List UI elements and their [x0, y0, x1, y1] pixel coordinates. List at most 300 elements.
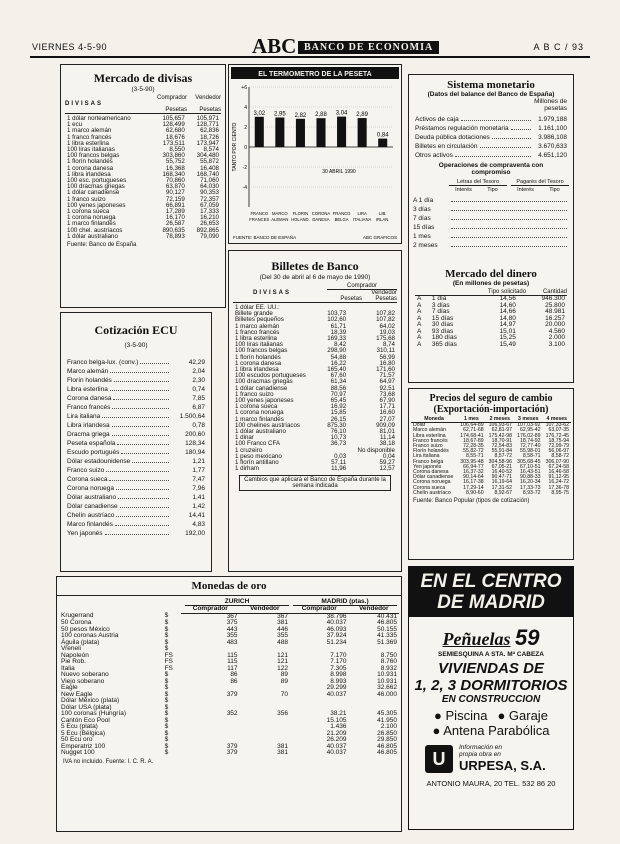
- termometro-chart: [229, 65, 401, 243]
- seguro-row-cell: 8,57-72: [494, 453, 513, 460]
- oro-row-cell: 5 Ecu (Bélgica): [61, 729, 106, 737]
- term-label: 3 días: [413, 206, 431, 213]
- billetes-row-cell: 1 libra esterlina: [235, 335, 277, 343]
- oro-row-cell: 483: [226, 638, 238, 646]
- billetes-row-cell: 61,34: [330, 378, 347, 386]
- dot-leader: [112, 426, 169, 427]
- ecu-row: [67, 384, 205, 393]
- oro-row-cell: $: [164, 697, 169, 704]
- chart-ylabel: TANTO POR CIENTO: [232, 122, 238, 172]
- seguro-row-cell: 18,70-91: [491, 437, 513, 444]
- billetes-row-cell: 107,82: [376, 316, 395, 324]
- seguro-row-cell: 55,91-84: [491, 448, 513, 455]
- ecu-row-label: Franco francés: [67, 404, 111, 411]
- seguro-row-cell: Corona sueca: [413, 484, 446, 491]
- divisas-row-cell: 100 chel. austríacos: [67, 226, 123, 234]
- seguro-row-cell: Corona danesa: [413, 469, 449, 476]
- monetario-row: [415, 123, 567, 132]
- seguro-row-cell: Franco belga: [413, 458, 444, 465]
- oro-row-cell: 7.170: [330, 658, 347, 665]
- oro-row-cell: 8.932: [380, 664, 397, 672]
- oro-row-cell: 50.155: [377, 625, 397, 633]
- oro-row-cell: 100 coronas (Hungría): [61, 710, 127, 717]
- seguro-col-header: Moneda: [411, 417, 457, 423]
- dinero-row-cell: 15,49: [499, 340, 516, 348]
- oro-row-cell: 121: [277, 658, 288, 665]
- page-number: A B C / 93: [533, 42, 584, 52]
- ecu-row: [67, 528, 205, 537]
- seguro-col-header: 2 meses: [486, 417, 514, 423]
- billetes-row-cell: 310,11: [376, 347, 395, 355]
- oro-row-cell: 89: [280, 677, 288, 685]
- ad-company: URPESA, S.A.: [459, 758, 546, 773]
- seguro-row-cell: 62,71-68: [463, 427, 484, 434]
- divisas-row-cell: 1 franco francés: [67, 133, 112, 141]
- seguro-row-cell: 56,06-97: [548, 448, 569, 455]
- oro-row-cell: 367: [277, 612, 288, 620]
- seguro-row-cell: 8,92-67: [494, 489, 513, 496]
- seguro-row-cell: 72,99-79: [548, 443, 569, 450]
- ecu-row-value: 0,74: [192, 386, 205, 393]
- oro-row-cell: 50 pesos México: [61, 625, 110, 633]
- billetes-row-cell: 18,39: [330, 328, 347, 336]
- ecu-row: [67, 519, 205, 528]
- divisas-row-cell: 168,340: [162, 170, 185, 178]
- dot-leader: [140, 363, 169, 364]
- billetes-row-cell: 16,92: [330, 403, 347, 411]
- ecu-row-value: 14,41: [188, 512, 205, 519]
- oro-row-cell: 46.000: [377, 690, 397, 698]
- seguro-row-cell: 72,77-40: [520, 443, 541, 450]
- billetes-row-cell: Billetes pequeños: [235, 316, 284, 324]
- oro-row-cell: 40.037: [326, 619, 347, 626]
- billetes-row-cell: Billete grande: [235, 310, 273, 318]
- billetes-row-cell: 107,82: [376, 310, 395, 318]
- billetes-row-cell: 100 chelines austríacos: [235, 421, 301, 429]
- oro-row-cell: 381: [277, 619, 288, 626]
- oro-row-cell: 2.100: [380, 723, 397, 730]
- ecu-row-value: 192,00: [185, 530, 205, 537]
- billetes-row-cell: 73,68: [379, 390, 395, 398]
- ecu-row-label: Corona sueca: [67, 476, 108, 483]
- seguro-row-cell: 8,58-72: [551, 453, 569, 460]
- monetario-row-value: 3.670,633: [538, 143, 567, 150]
- dinero-row-cell: 4.560: [548, 327, 565, 335]
- billetes-row-cell: 1 libra irlandesa: [235, 366, 279, 374]
- divisas-row-cell: 1 corona danesa: [67, 164, 114, 172]
- chart-bar: [275, 118, 284, 148]
- divisas-row-cell: 1 corona sueca: [67, 208, 110, 216]
- billetes-row-cell: 17,71: [379, 403, 395, 411]
- seguro-row-cell: 176,72-45: [545, 432, 569, 439]
- oro-row-cell: 10.931: [377, 671, 397, 678]
- dinero-row-cell: 16.257: [545, 314, 565, 322]
- ecu-row-label: Lira italiana: [67, 413, 101, 420]
- monetario-row: [415, 114, 567, 123]
- oro-row-cell: $: [164, 677, 169, 685]
- dinero-row-cell: 14,66: [499, 308, 516, 315]
- oro-row-cell: 26.209: [326, 736, 347, 743]
- ecu-row-value: 1,77: [192, 467, 205, 474]
- ecu-row: [67, 501, 205, 510]
- chart-category-label: BELGA: [334, 217, 349, 222]
- billetes-row-cell: 11,14: [379, 434, 395, 442]
- dinero-row-cell: 25.800: [545, 301, 565, 309]
- oro-row-cell: Águila (plata): [61, 638, 100, 646]
- chart-category-label: FRANCO: [332, 211, 351, 216]
- dinero-row-cell: 180 días: [431, 334, 457, 341]
- chart-category-label: DANESA: [312, 217, 330, 222]
- billetes-row-cell: 27,07: [379, 415, 395, 423]
- oro-row-cell: 375: [226, 619, 238, 626]
- divisas-row-cell: 892,865: [196, 226, 219, 234]
- ad-footer: ANTONIO MAURA, 20 TEL. 532 86 20: [426, 779, 556, 788]
- dot-leader: [451, 246, 567, 247]
- billetes-row-cell: 36,73: [330, 440, 347, 448]
- billetes-row-cell: 57,11: [331, 459, 347, 467]
- seguro-row-cell: 62,95-42: [520, 427, 541, 434]
- ecu-row-label: Florín holandés: [67, 377, 112, 384]
- oro-row-cell: 41.335: [377, 632, 397, 639]
- billetes-row-cell: 1 franco francés: [235, 328, 280, 336]
- ecu-row-value: 2,04: [192, 368, 205, 375]
- ecu-row-label: Escudo portugués: [67, 449, 120, 456]
- chart-category-label: IRLAN.: [375, 217, 390, 222]
- ecu-row-label: Dracma griega: [67, 431, 110, 438]
- dot-leader: [110, 390, 169, 391]
- oro-row-cell: Vreneli: [61, 645, 81, 652]
- billetes-row-cell: 15,85: [330, 409, 347, 417]
- oro-row-cell: 50 Corona: [61, 619, 92, 626]
- divisas-row-cell: 8,574: [203, 146, 219, 154]
- term-row: [413, 240, 569, 249]
- billetes-unit-buyer: Pesetas: [340, 296, 362, 302]
- dot-leader: [451, 237, 567, 238]
- seguro-row-cell: 18,75-94: [548, 437, 569, 444]
- billetes-row-cell: 169,33: [327, 335, 347, 343]
- ecu-title: Cotización ECU: [94, 323, 178, 337]
- ecu-row: [67, 492, 205, 501]
- divisas-unit-seller: Pesetas: [199, 107, 221, 113]
- oro-row-cell: $: [164, 645, 169, 652]
- oro-row-cell: Dólar México (plata): [61, 697, 120, 704]
- seguro-row-cell: Corona noruega: [413, 479, 451, 486]
- ecu-row: [67, 465, 205, 474]
- ad-feature-pool: ● Piscina: [434, 708, 488, 723]
- chart-value-label: 2,95: [274, 111, 286, 118]
- term-row: [413, 195, 569, 204]
- divisas-row-cell: 100 yenes japoneses: [67, 201, 126, 209]
- billetes-unit-seller: Pesetas: [375, 296, 397, 302]
- dot-leader: [116, 516, 169, 517]
- divisas-row-cell: 16,210: [200, 214, 219, 222]
- col-tipo-2: Tipo: [549, 187, 560, 193]
- seguro-row-cell: 17,31-52: [491, 484, 513, 491]
- ecu-row-value: 1.500,64: [179, 413, 205, 420]
- oro-row-cell: 379: [226, 742, 238, 750]
- billetes-row-cell: 64,97: [379, 378, 395, 386]
- oro-table: [59, 606, 399, 757]
- dot-leader: [451, 219, 567, 220]
- ad-feature-antenna: ● Antena Parabólica: [432, 723, 550, 738]
- monetario-row-value: 3.986,108: [538, 134, 567, 141]
- oro-row-cell: 46.093: [326, 625, 347, 633]
- ecu-row-value: 1,21: [192, 458, 205, 465]
- oro-row-cell: $: [164, 703, 169, 711]
- billetes-row-cell: 1 marco finlandés: [235, 415, 284, 423]
- ad-headline-2: DE MADRID: [437, 592, 545, 613]
- oro-row-cell: 32.662: [377, 684, 397, 691]
- divisas-row-cell: 105,971: [196, 115, 219, 122]
- seguro-row-cell: 175,42-98: [488, 432, 513, 439]
- billetes-row-cell: 175,68: [376, 335, 395, 343]
- divisas-row-cell: 72,159: [165, 195, 185, 203]
- ecu-row: [67, 393, 205, 402]
- billetes-row-cell: 165,40: [327, 366, 347, 374]
- divisas-row-cell: 16,408: [200, 164, 219, 172]
- divisas-row-cell: 64,030: [200, 183, 219, 191]
- billetes-row-cell: 76,10: [330, 428, 347, 436]
- seguro-row-cell: 16,40-52: [491, 469, 513, 476]
- chart-bar: [358, 118, 367, 147]
- ad-brand-number: 59: [514, 625, 540, 650]
- ad-info-1: Información en: [459, 744, 502, 751]
- billetes-col-header: DIVISAS: [253, 290, 292, 296]
- chart-bar: [255, 117, 264, 147]
- seguro-row-cell: 67,10-51: [520, 463, 541, 470]
- issue-date: VIERNES 4-5-90: [32, 42, 108, 52]
- divisas-row-cell: 26,653: [200, 220, 219, 228]
- divisas-row-cell: 90,353: [200, 189, 219, 197]
- ecu-row: [67, 402, 205, 411]
- oro-row-cell: 100 coronas Austria: [61, 632, 119, 639]
- dot-leader: [118, 498, 169, 499]
- oro-row-cell: 41.950: [377, 716, 397, 724]
- billetes-row-cell: 8,42: [334, 341, 347, 349]
- chart-ytick-label: +6: [241, 85, 247, 91]
- monetario-row-label: Activos de caja: [415, 116, 459, 123]
- billetes-row-cell: 100 liras italianas: [235, 341, 283, 349]
- oro-row-cell: 121: [277, 651, 288, 659]
- ecu-row-value: 42,29: [188, 359, 205, 366]
- oro-row-cell: $: [164, 690, 169, 698]
- billetes-row-cell: 1 corona noruega: [235, 409, 284, 417]
- seguro-row-cell: 90,47-71: [491, 474, 513, 481]
- ad-line-1: VIVIENDAS DE: [438, 660, 544, 677]
- chart-bar: [296, 119, 305, 147]
- divisas-row-cell: 1 franco suizo: [67, 195, 106, 203]
- seguro-row-cell: 72,28-35: [463, 443, 484, 450]
- ecu-row-label: Chelín austríaco: [67, 512, 115, 519]
- dinero-row-cell: 946.300: [541, 295, 565, 302]
- dot-leader: [451, 201, 567, 202]
- dot-leader: [117, 444, 169, 445]
- oro-row-cell: 115: [227, 651, 238, 659]
- divisas-row-cell: 17,333: [200, 208, 219, 216]
- oro-col-header: Comprador: [181, 606, 240, 613]
- dinero-row-cell: 30 días: [431, 321, 454, 328]
- oro-row-cell: 46.805: [377, 619, 397, 626]
- chart-category-label: HOLAND.: [291, 217, 310, 222]
- oro-row-cell: 37.924: [326, 632, 347, 639]
- ecu-row-value: 4,83: [192, 521, 205, 528]
- dinero-subtitle: (En millones de pesetas): [452, 280, 530, 287]
- ecu-row: [67, 456, 205, 465]
- oro-row-cell: 10.931: [377, 677, 397, 685]
- ecu-row-label: Dólar australiano: [67, 494, 117, 501]
- oro-col-header: Vendedor: [349, 606, 400, 613]
- divisas-row-cell: 18,676: [165, 133, 185, 141]
- oro-row-cell: Krugerrand: [61, 612, 94, 620]
- billetes-row-cell: 100 escudos portugueses: [235, 372, 306, 380]
- oro-row-cell: $: [164, 671, 169, 678]
- oro-row-cell: 26.850: [377, 729, 397, 737]
- ecu-row-label: Libra irlandesa: [67, 422, 110, 429]
- billetes-banco-box: [228, 250, 402, 572]
- oro-row-cell: 70: [280, 690, 288, 698]
- oro-row-cell: 352: [226, 710, 238, 717]
- oro-row-cell: 40.037: [326, 749, 347, 756]
- chart-value-label: 3,02: [253, 110, 266, 117]
- oro-row-cell: Cantón Eco Pool: [61, 716, 110, 724]
- oro-row-cell: 15.105: [326, 716, 347, 724]
- ecu-row-value: 1,42: [192, 503, 205, 510]
- divisas-row-cell: 100 liras italianas: [67, 146, 115, 154]
- chart-category-label: ITALIANA: [352, 217, 372, 222]
- oro-row-cell: 8.993: [330, 677, 347, 685]
- dinero-row-cell: 93 días: [431, 327, 454, 335]
- billetes-table: [233, 305, 397, 472]
- divisas-row-cell: 1 dólar norteamericano: [67, 115, 131, 122]
- dinero-row-cell: 15,25: [499, 334, 516, 341]
- billetes-row-cell: 1 franco suizo: [235, 390, 274, 398]
- ad-headline: [409, 567, 573, 617]
- seguro-row-cell: Franco francés: [413, 437, 448, 444]
- oro-row-cell: FS: [164, 664, 173, 672]
- monetario-title: Sistema monetario: [447, 79, 535, 91]
- oro-row-cell: 38.21: [330, 710, 347, 717]
- monetario-row-label: Deuda pública dotaciones: [415, 134, 490, 141]
- ecu-row-label: Peseta española: [67, 440, 116, 447]
- oro-col-header: Vendedor: [240, 606, 290, 613]
- dot-leader: [105, 534, 169, 535]
- dinero-row-cell: A: [417, 308, 422, 315]
- monetario-row: [415, 150, 567, 159]
- ecu-row-label: Libra esterlina: [67, 386, 108, 393]
- newspaper-logo: ABC: [252, 34, 297, 58]
- seguro-row-cell: Libra esterlina: [413, 432, 446, 439]
- oro-row-cell: 21.209: [326, 729, 347, 737]
- dinero-row: [415, 342, 567, 349]
- billetes-row-cell: 70,97: [330, 390, 347, 398]
- billetes-row-cell: 10,73: [330, 434, 347, 442]
- ecu-row-label: Corona noruega: [67, 485, 114, 492]
- divisas-source: Fuente: Banco de España: [67, 242, 137, 249]
- urpesa-logo-icon: U: [425, 745, 453, 773]
- term-label: 1 mes: [413, 233, 431, 240]
- dinero-row-cell: A: [417, 295, 422, 302]
- ecu-row-label: Dólar estadounidense: [67, 458, 131, 465]
- seguro-row-cell: 176,02-89: [517, 432, 541, 439]
- term-row: [413, 213, 569, 222]
- chart-value-label: 2,88: [315, 112, 327, 119]
- monetario-subtitle-2: Operaciones de compraventa con compromiso: [438, 162, 544, 176]
- ecu-row: [67, 357, 205, 366]
- oro-madrid: MADRID (ptas.): [293, 598, 397, 606]
- monedas-oro-box: [56, 576, 402, 832]
- divisas-row-cell: 173,511: [162, 139, 185, 147]
- chart-value-label: 3,04: [335, 110, 348, 117]
- divisas-row-cell: 1 marco alemán: [67, 127, 112, 135]
- oro-row-cell: 1.436: [330, 723, 347, 730]
- oro-row-cell: Emperatriz 100: [61, 742, 106, 750]
- seguro-row-cell: 305,68-45: [517, 458, 541, 465]
- ecu-row: [67, 429, 205, 438]
- seguro-row-cell: 106,93-67: [488, 422, 513, 429]
- ad-headline-1: EN EL CENTRO: [420, 571, 562, 592]
- oro-row-cell: 45.305: [377, 710, 397, 717]
- termometro-chart-box: [228, 64, 402, 244]
- divisas-row-cell: 128,771: [196, 121, 219, 129]
- seguro-row-cell: 17,33-73: [520, 484, 541, 491]
- seguro-row-cell: 106,64-89: [460, 422, 484, 429]
- billetes-row-cell: 26,15: [330, 415, 347, 423]
- billetes-row-cell: 71,57: [379, 372, 395, 380]
- seguro-row-cell: 17,29-14: [463, 484, 484, 491]
- billetes-row-cell: 1 cruzeiro: [235, 446, 263, 454]
- seguro-source: Fuente: Banco Popular (tipos de cotización): [413, 498, 530, 505]
- divisas-unit-buyer: Pesetas: [165, 107, 187, 113]
- dinero-row-cell: 2.000: [548, 334, 565, 341]
- seguro-row-cell: Chelín austríaco: [413, 489, 451, 496]
- dinero-title: Mercado del dinero: [445, 268, 537, 280]
- chart-ytick-label: -2: [242, 165, 247, 171]
- oro-row-cell: 40.431: [377, 612, 397, 620]
- monetario-row: [415, 141, 567, 150]
- billetes-row-cell: 11,96: [331, 465, 347, 473]
- cotizacion-ecu-box: [60, 312, 212, 572]
- oro-row-cell: Napoleón: [61, 651, 89, 659]
- oro-row-cell: 29.299: [326, 684, 347, 691]
- seguro-row-cell: 16,19-64: [491, 479, 513, 486]
- chart-category-label: FLORIN: [292, 211, 309, 216]
- monetario-row: [415, 132, 567, 141]
- seguro-row: [411, 491, 571, 496]
- oro-row-cell: 381: [277, 749, 288, 756]
- dinero-row-cell: 365 días: [431, 340, 457, 348]
- oro-row: [59, 750, 399, 757]
- oro-source: IVA no incluido. Fuente: I. C. R. A.: [63, 758, 154, 765]
- divisas-row-cell: 8,550: [169, 146, 185, 154]
- dot-leader: [112, 435, 169, 436]
- seguro-row-cell: 306,07-90: [545, 458, 569, 465]
- divisas-row-cell: 16,368: [165, 164, 185, 172]
- billetes-row-cell: 88,56: [330, 384, 347, 392]
- mercado-divisas-box: [60, 64, 226, 308]
- billetes-row-cell: 1 dirham: [235, 465, 260, 473]
- monetario-list: [415, 114, 567, 159]
- oro-row-cell: 51.234: [326, 638, 347, 646]
- dinero-col-cantidad: Cantidad: [542, 289, 567, 295]
- term-row: [413, 204, 569, 213]
- oro-row-cell: Nuevo soberano: [61, 671, 109, 678]
- oro-row-cell: $: [164, 710, 169, 717]
- oro-row-cell: 51.369: [377, 638, 397, 646]
- oro-row-cell: $: [164, 638, 169, 646]
- billetes-row-cell: 19,03: [379, 328, 395, 336]
- ecu-row-value: 2,30: [192, 377, 205, 384]
- housing-advertisement: [408, 566, 574, 830]
